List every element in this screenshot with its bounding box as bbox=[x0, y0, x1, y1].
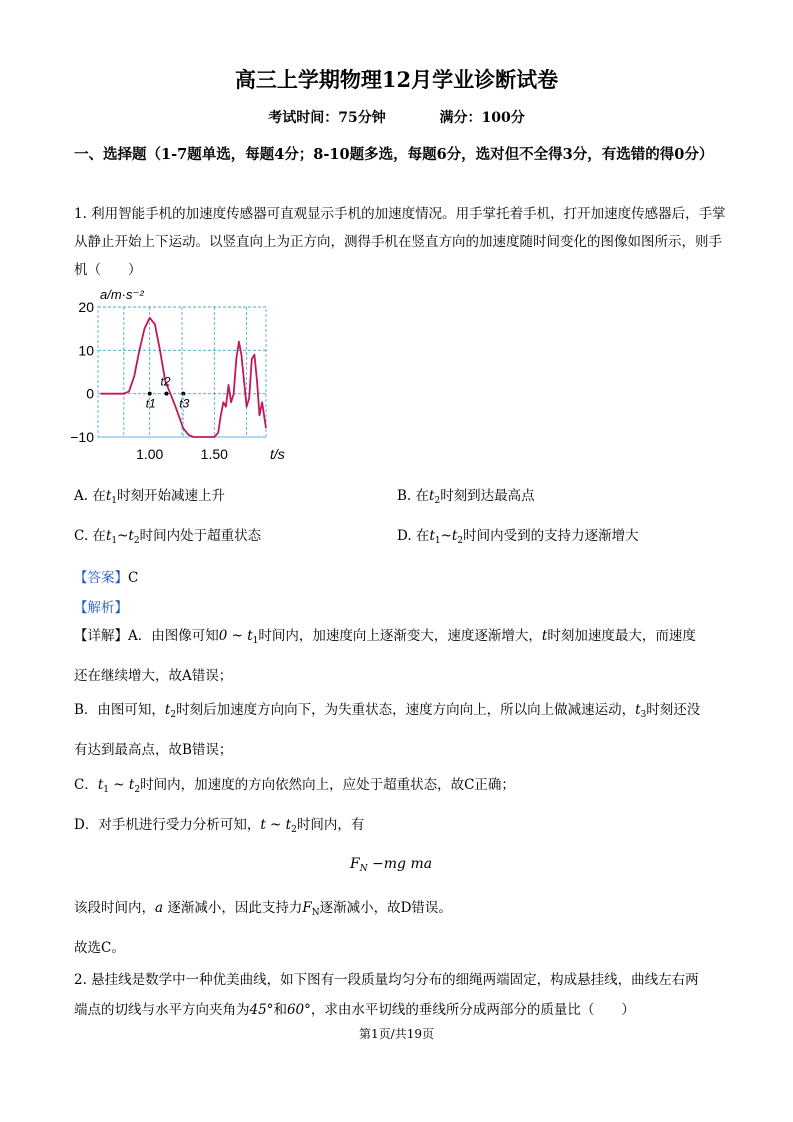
x-tick-label: 1.50 bbox=[200, 446, 228, 462]
time-point-dot bbox=[148, 392, 152, 396]
option-d[interactable]: D. 在$t_1\sim t_2$时间内受到的支持力逐渐增大 bbox=[397, 528, 639, 546]
detail-line-3: B．由图可知，$t_2$时刻后加速度方向向下，为失重状态，速度方向向上，所以向上做减速运动，$t_3$时刻还没 bbox=[74, 702, 701, 720]
page-title: 高三上学期物理12月学业诊断试卷 bbox=[234, 67, 559, 92]
y-tick-label: 10 bbox=[78, 342, 94, 359]
option-a[interactable]: A. 在$t_1$时刻开始减速上升 bbox=[74, 488, 226, 506]
y-axis-label: a/m·s⁻² bbox=[100, 287, 144, 302]
time-point-dot bbox=[164, 392, 168, 396]
x-tick-label: 1.00 bbox=[136, 446, 164, 462]
detail-line-7: 该段时间内，a 逐渐减小，因此支持力$F_N$逐渐减小，故D错误。 bbox=[74, 900, 452, 918]
option-c[interactable]: C. 在$t_1\sim t_2$时间内处于超重状态 bbox=[74, 528, 262, 546]
time-point-label: t1 bbox=[145, 396, 156, 411]
y-tick-label: 0 bbox=[86, 385, 94, 402]
question-2-line-2: 端点的切线与水平方向夹角为45°和60°，求由水平切线的垂线所分成两部分的质量比（ ） bbox=[74, 1002, 635, 1018]
formula: $F_N -mg$ ma bbox=[350, 856, 433, 874]
x-axis-label: t/s bbox=[270, 446, 285, 462]
detail-line-4: 有达到最高点，故B错误； bbox=[74, 742, 233, 758]
time-point-label: t2 bbox=[160, 374, 171, 389]
option-b[interactable]: B. 在$t_2$时刻到达最高点 bbox=[397, 488, 535, 506]
detail-line-6: D．对手机进行受力分析可知，t ~ $t_2$时间内，有 bbox=[74, 817, 365, 835]
time-point-label: t3 bbox=[179, 396, 190, 411]
exam-time: 考试时间：75分钟 bbox=[268, 110, 386, 126]
analysis-label: 【解析】 bbox=[74, 600, 128, 616]
y-tick-label: 20 bbox=[78, 299, 94, 315]
section-heading: 一、选择题（1-7题单选，每题4分；8-10题多选，每题6分，选对但不全得3分，有选错的得0分） bbox=[74, 146, 714, 163]
page-footer: 第1页/共19页 bbox=[359, 1027, 434, 1041]
y-tick-label: −10 bbox=[70, 429, 94, 445]
answer: 【答案】C bbox=[74, 570, 139, 586]
detail-line-1: 【详解】A．由图像可知0 ~ $t_1$时间内，加速度向上逐渐变大，速度逐渐增大，t时刻加速度最大，而速度 bbox=[74, 628, 696, 646]
question-2-line-1: 2. 悬挂线是数学中一种优美曲线，如下图有一段质量均匀分布的细绳两端固定，构成悬挂线，曲线左右两 bbox=[74, 972, 699, 988]
detail-line-8: 故选C。 bbox=[74, 940, 125, 956]
question-1-stem: 1. 利用智能手机的加速度传感器可直观显示手机的加速度情况。用手掌托着手机，打开加速度传感器后，手掌从静止开始上下运动。以竖直向上为正方向，测得手机在竖直方向的加速度随时间变化的图像如图所示，则手机（ ） bbox=[74, 206, 726, 278]
acceleration-chart bbox=[68, 285, 283, 470]
detail-line-2: 还在继续增大，故A错误； bbox=[74, 668, 233, 684]
exam-info bbox=[0, 107, 793, 127]
detail-line-5: C．$t_1$ ~ $t_2$时间内，加速度的方向依然向上，应处于超重状态，故C正确； bbox=[74, 777, 515, 795]
full-score: 满分：100分 bbox=[439, 110, 525, 126]
